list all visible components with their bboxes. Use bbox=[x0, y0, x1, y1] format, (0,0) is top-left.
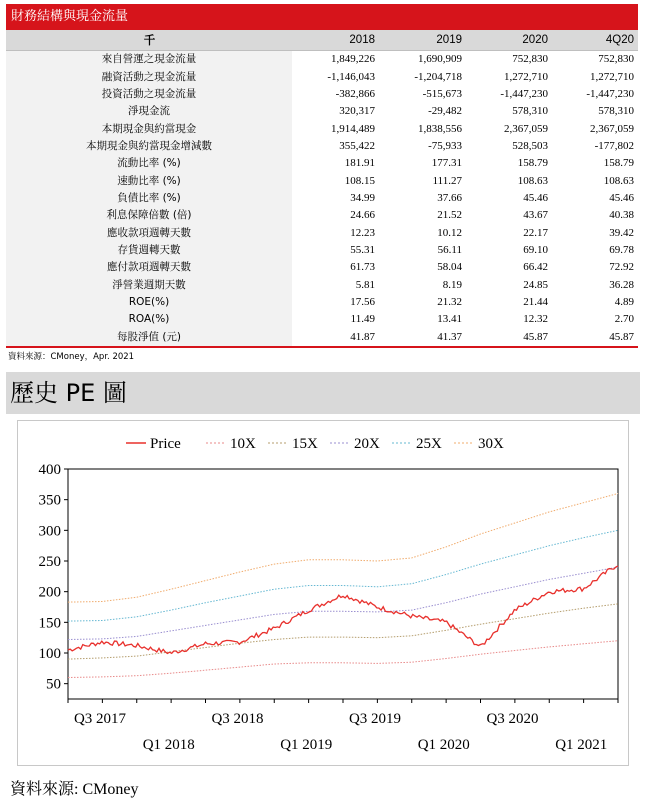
row-value: 1,690,909 bbox=[418, 53, 462, 66]
row-value: 66.42 bbox=[523, 261, 548, 274]
row-value: 12.32 bbox=[523, 313, 548, 326]
row-label: 應付款項週轉天數 bbox=[6, 259, 292, 276]
pe-chart-frame bbox=[17, 420, 629, 766]
table-row bbox=[6, 51, 638, 69]
table-row bbox=[6, 86, 638, 103]
series-line-15x bbox=[68, 604, 618, 659]
row-value: 39.42 bbox=[609, 226, 634, 239]
row-value: 177.31 bbox=[431, 157, 462, 170]
table-row bbox=[6, 207, 638, 224]
unit-header: 千 bbox=[6, 30, 292, 51]
row-value: 22.17 bbox=[523, 226, 548, 239]
row-value: 108.63 bbox=[517, 174, 548, 187]
row-value: 578,310 bbox=[598, 105, 634, 118]
row-label: 融資活動之現金流量 bbox=[6, 68, 292, 85]
table-body bbox=[6, 51, 638, 346]
row-value: -177,802 bbox=[594, 139, 634, 152]
pe-chart bbox=[18, 421, 628, 765]
row-value: 752,830 bbox=[512, 53, 548, 66]
row-value: -382,866 bbox=[335, 87, 375, 100]
table-row bbox=[6, 138, 638, 155]
row-value: 58.04 bbox=[437, 261, 462, 274]
row-value: 1,849,226 bbox=[331, 53, 375, 66]
row-value: 111.27 bbox=[432, 174, 462, 187]
row-value: 37.66 bbox=[437, 191, 462, 204]
row-label: 存貨週轉天數 bbox=[6, 242, 292, 259]
x-tick-label: Q3 2019 bbox=[348, 711, 402, 727]
series-line-30x bbox=[68, 494, 618, 603]
row-value: -1,447,230 bbox=[586, 87, 634, 100]
table-row bbox=[6, 68, 638, 85]
table-row bbox=[6, 155, 638, 172]
row-value: 1,838,556 bbox=[418, 122, 462, 135]
row-value: 24.85 bbox=[523, 278, 548, 291]
x-tick-label: Q1 2019 bbox=[280, 737, 333, 753]
series-line-20x bbox=[68, 567, 618, 639]
legend-label: Price bbox=[150, 436, 181, 452]
chart-source-note: 資料來源: CMoney bbox=[10, 781, 139, 798]
table-row bbox=[6, 103, 638, 120]
table-row bbox=[6, 276, 638, 293]
row-value: 355,422 bbox=[339, 139, 375, 152]
row-value: 61.73 bbox=[350, 261, 375, 274]
table-title: 財務結構與現金流量 bbox=[6, 4, 638, 30]
row-value: 5.81 bbox=[355, 278, 375, 291]
row-value: 12.23 bbox=[350, 226, 375, 239]
row-value: 11.49 bbox=[350, 313, 375, 326]
x-tick-label: Q1 2021 bbox=[555, 737, 608, 753]
row-value: 528,503 bbox=[512, 139, 548, 152]
row-value: -515,673 bbox=[422, 87, 462, 100]
y-tick-label: 400 bbox=[38, 462, 61, 478]
legend-label: 20X bbox=[354, 436, 380, 452]
legend-label: 15X bbox=[292, 436, 318, 452]
y-tick-label: 50 bbox=[46, 676, 61, 693]
y-tick-label: 150 bbox=[38, 615, 61, 632]
row-value: 45.87 bbox=[523, 330, 548, 343]
row-value: 320,317 bbox=[339, 105, 375, 118]
series-line-25x bbox=[68, 530, 618, 621]
x-tick-label: Q1 2018 bbox=[142, 737, 195, 753]
table-row bbox=[6, 224, 638, 241]
x-tick-label: Q1 2020 bbox=[417, 737, 470, 753]
table-row bbox=[6, 172, 638, 189]
row-value: 45.87 bbox=[609, 330, 634, 343]
column-header: 2020 bbox=[466, 30, 552, 51]
y-tick-label: 200 bbox=[38, 584, 61, 601]
x-tick-label: Q3 2020 bbox=[486, 711, 539, 727]
row-label: ROE(%) bbox=[6, 294, 292, 311]
table-row bbox=[6, 329, 638, 346]
row-value: 72.92 bbox=[609, 261, 634, 274]
row-value: 1,914,489 bbox=[331, 122, 375, 135]
row-value: 181.91 bbox=[344, 157, 375, 170]
row-value: -1,204,718 bbox=[414, 70, 462, 83]
row-value: 21.52 bbox=[437, 209, 462, 222]
row-value: 21.44 bbox=[523, 295, 548, 308]
y-tick-label: 300 bbox=[38, 523, 61, 540]
row-value: 40.38 bbox=[609, 209, 634, 222]
column-header: 2019 bbox=[379, 30, 466, 51]
row-value: 21.32 bbox=[437, 295, 462, 308]
y-tick-label: 350 bbox=[38, 492, 61, 509]
row-label: 每股淨值 (元) bbox=[6, 329, 292, 346]
table-row bbox=[6, 242, 638, 259]
row-value: 158.79 bbox=[517, 157, 548, 170]
row-label: 應收款項週轉天數 bbox=[6, 224, 292, 241]
row-value: 69.78 bbox=[609, 243, 634, 256]
legend-label: 30X bbox=[478, 436, 504, 452]
row-value: 41.87 bbox=[350, 330, 375, 343]
legend-label: 25X bbox=[416, 436, 442, 452]
row-value: -1,146,043 bbox=[327, 70, 375, 83]
row-value: 1,272,710 bbox=[590, 70, 634, 83]
table-bottom-rule bbox=[6, 346, 638, 348]
x-tick-label: Q3 2017 bbox=[73, 711, 127, 727]
table-row bbox=[6, 190, 638, 207]
row-value: 69.10 bbox=[523, 243, 548, 256]
row-value: 2.70 bbox=[614, 313, 634, 326]
row-value: 34.99 bbox=[350, 191, 375, 204]
column-header: 2018 bbox=[292, 30, 379, 51]
legend-label: 10X bbox=[230, 436, 256, 452]
row-value: 10.12 bbox=[437, 226, 462, 239]
row-value: 158.79 bbox=[603, 157, 634, 170]
row-value: 24.66 bbox=[350, 209, 375, 222]
row-label: 投資活動之現金流量 bbox=[6, 86, 292, 103]
row-value: 36.28 bbox=[609, 278, 634, 291]
row-value: 56.11 bbox=[437, 243, 462, 256]
financial-table-section bbox=[6, 4, 638, 362]
row-value: 55.31 bbox=[350, 243, 375, 256]
row-label: 流動比率 (%) bbox=[6, 155, 292, 172]
y-tick-label: 250 bbox=[38, 554, 61, 570]
pe-section-heading: 歷史 PE 圖 bbox=[6, 372, 640, 414]
table-source-note: 資料來源：CMoney，Apr. 2021 bbox=[8, 351, 135, 362]
row-value: 41.37 bbox=[437, 330, 462, 343]
plot-area bbox=[68, 469, 618, 699]
row-value: 45.46 bbox=[523, 191, 548, 204]
row-value: 45.46 bbox=[609, 191, 634, 204]
row-value: 752,830 bbox=[598, 53, 634, 66]
row-value: -29,482 bbox=[428, 105, 462, 118]
y-tick-label: 100 bbox=[38, 646, 61, 662]
row-label: 利息保障倍數 (倍) bbox=[6, 207, 292, 224]
row-value: 2,367,059 bbox=[590, 122, 634, 135]
row-label: 速動比率 (%) bbox=[6, 172, 292, 189]
row-label: 負債比率 (%) bbox=[6, 190, 292, 207]
row-value: 13.41 bbox=[437, 313, 462, 326]
table-row bbox=[6, 259, 638, 276]
row-value: 108.15 bbox=[344, 174, 375, 187]
table-row bbox=[6, 120, 638, 137]
row-value: -75,933 bbox=[428, 139, 462, 152]
row-value: 2,367,059 bbox=[504, 122, 548, 135]
row-label: 來自營運之現金流量 bbox=[6, 51, 292, 69]
row-value: -1,447,230 bbox=[500, 87, 548, 100]
series-line-price bbox=[68, 566, 618, 654]
row-label: 淨現金流 bbox=[6, 103, 292, 120]
row-value: 17.56 bbox=[350, 295, 375, 308]
row-label: 本期現金與約當現金 bbox=[6, 120, 292, 137]
table-row bbox=[6, 311, 638, 328]
row-label: 淨營業週期天數 bbox=[6, 276, 292, 293]
row-label: ROA(%) bbox=[6, 311, 292, 328]
row-value: 8.19 bbox=[442, 278, 462, 291]
table-row bbox=[6, 294, 638, 311]
row-value: 108.63 bbox=[603, 174, 634, 187]
table-header-row bbox=[6, 30, 638, 51]
financial-table bbox=[6, 30, 638, 346]
x-tick-label: Q3 2018 bbox=[211, 711, 264, 727]
row-label: 本期現金與約當現金增減數 bbox=[6, 138, 292, 155]
column-header: 4Q20 bbox=[552, 30, 638, 51]
row-value: 578,310 bbox=[512, 105, 548, 118]
row-value: 43.67 bbox=[523, 209, 548, 222]
row-value: 1,272,710 bbox=[504, 70, 548, 83]
row-value: 4.89 bbox=[614, 295, 634, 308]
